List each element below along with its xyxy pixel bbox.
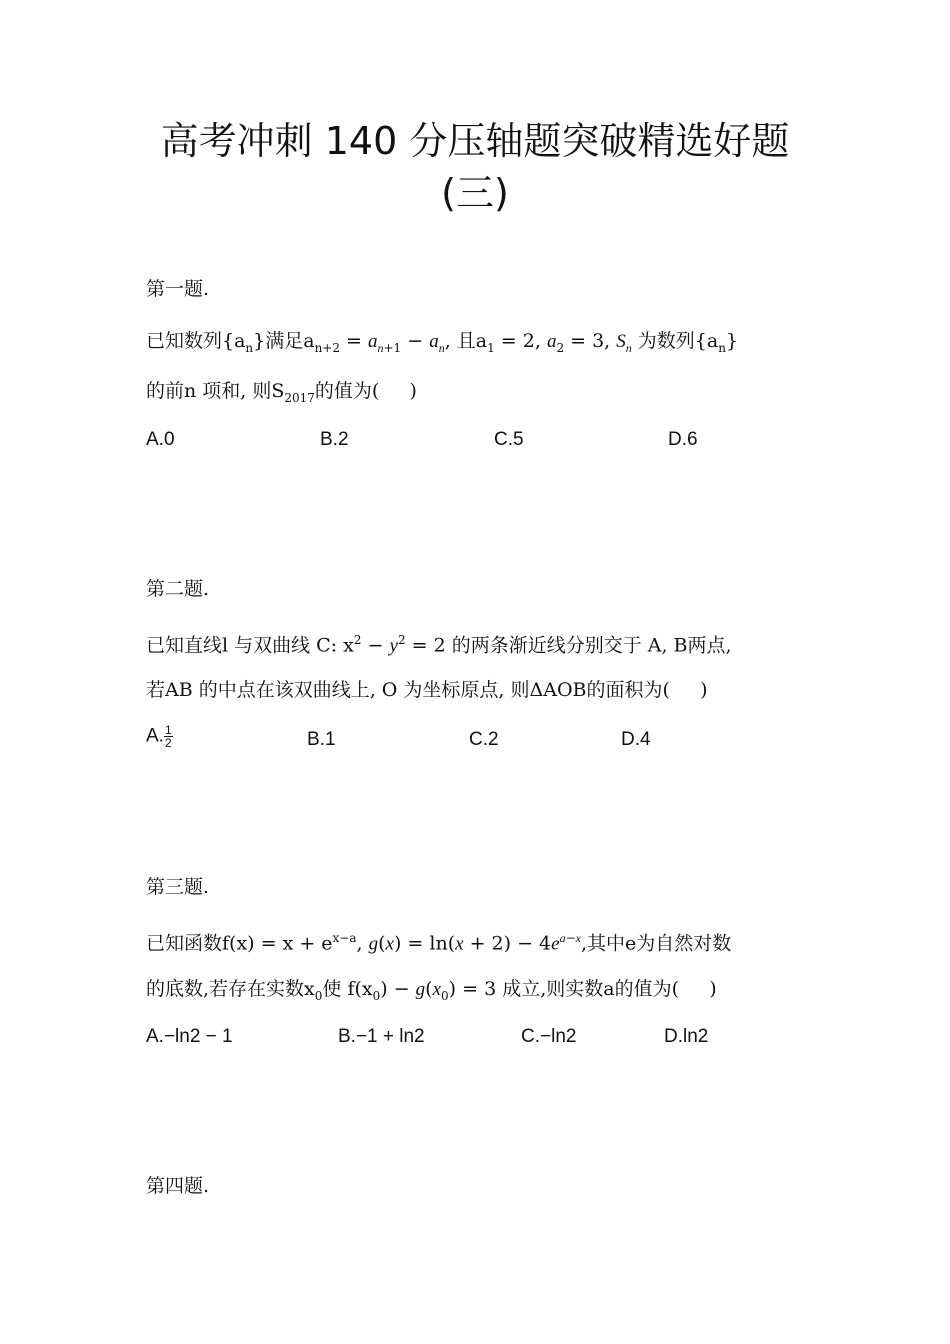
q1-stem-line1: 已知数列$\{a_n\}$满足$a_{n+2} = a_{n+1} - a_n$, 且$a_1 = 2$, $a_2 = 3$, $S_n$ 为数列$\{a_n\}$	[146, 330, 739, 355]
q2-heading: 第二题.	[146, 578, 210, 600]
q2-option-c[interactable]: C.2	[469, 729, 499, 750]
q2-stem-line2: 若AB 的中点在该双曲线上, O 为坐标原点, 则ΔAOB的面积为( )	[146, 679, 708, 701]
q2-option-d[interactable]: D.4	[621, 729, 651, 750]
page-subtitle: (三)	[441, 171, 509, 215]
q3-stem-line2: 的底数,若存在实数$x_0$使 $f(x_0) - g(x_0) = 3$ 成立,则实数a的值为( )	[146, 978, 717, 1003]
page-title: 高考冲刺 140 分压轴题突破精选好题	[160, 119, 790, 163]
q3-option-a[interactable]: A.−ln2 − 1	[146, 1026, 233, 1047]
q4-heading: 第四题.	[146, 1175, 210, 1197]
q3-option-d[interactable]: D.ln2	[664, 1026, 709, 1047]
q3-option-c[interactable]: C.−ln2	[521, 1026, 577, 1047]
q1-option-d[interactable]: D.6	[668, 429, 698, 450]
q3-heading: 第三题.	[146, 876, 210, 898]
q2-option-a[interactable]: A. $\frac{1}{2}$	[146, 723, 172, 750]
q3-stem-line1: 已知函数$f(x) = x + e^{x-a}$, $g(x) = \ln(x + 2) - 4e^{a-x}$,其中e为自然对数	[146, 931, 732, 955]
q2-stem-line1: 已知直线l 与双曲线 C: $x^2 - y^2 = 2$ 的两条渐近线分别交于 A, B两点,	[146, 633, 732, 657]
q1-option-a[interactable]: A.0	[146, 429, 175, 450]
q1-option-c[interactable]: C.5	[494, 429, 524, 450]
q1-option-b[interactable]: B.2	[320, 429, 349, 450]
q1-heading: 第一题.	[146, 278, 210, 300]
q1-stem-line2: 的前n 项和, 则$S_{2017}$的值为( )	[146, 380, 417, 405]
q3-option-b[interactable]: B.−1 + ln2	[338, 1026, 425, 1047]
q2-option-b[interactable]: B.1	[307, 729, 336, 750]
